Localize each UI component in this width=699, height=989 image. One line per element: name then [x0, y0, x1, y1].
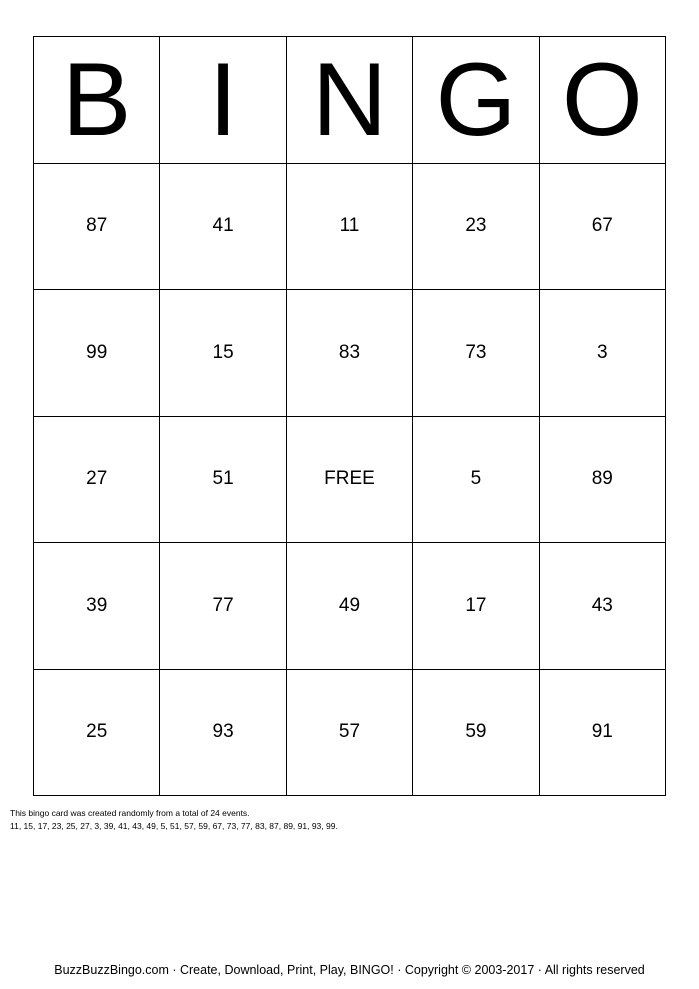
- card-cell: 41: [160, 164, 286, 291]
- card-cell: 51: [160, 417, 286, 544]
- free-space-cell: FREE: [287, 417, 413, 544]
- card-cell: 67: [540, 164, 666, 291]
- card-cell: 17: [413, 543, 539, 670]
- card-cell: 59: [413, 670, 539, 797]
- card-cell: 25: [34, 670, 160, 797]
- card-cell: 93: [160, 670, 286, 797]
- header-letter-b: B: [34, 37, 160, 164]
- card-info: [10, 807, 338, 833]
- card-cell: 89: [540, 417, 666, 544]
- card-cell: 99: [34, 290, 160, 417]
- card-cell: 11: [287, 164, 413, 291]
- footer-copyright: BuzzBuzzBingo.com · Create, Download, Print, Play, BINGO! · Copyright © 2003-2017 · All rights reserved: [54, 963, 645, 977]
- bingo-card: [33, 36, 666, 796]
- card-cell: 77: [160, 543, 286, 670]
- info-number-list: 11, 15, 17, 23, 25, 27, 3, 39, 41, 43, 49, 5, 51, 57, 59, 67, 73, 77, 83, 87, 89, 91, 93, 99.: [10, 821, 338, 831]
- header-letter-o: O: [540, 37, 666, 164]
- card-cell: 57: [287, 670, 413, 797]
- card-cell: 49: [287, 543, 413, 670]
- card-cell: 83: [287, 290, 413, 417]
- card-cell: 5: [413, 417, 539, 544]
- card-cell: 43: [540, 543, 666, 670]
- card-cell: 23: [413, 164, 539, 291]
- header-letter-n: N: [287, 37, 413, 164]
- card-cell: 27: [34, 417, 160, 544]
- card-cell: 73: [413, 290, 539, 417]
- header-letter-g: G: [413, 37, 539, 164]
- card-cell: 87: [34, 164, 160, 291]
- card-cell: 39: [34, 543, 160, 670]
- card-cell: 91: [540, 670, 666, 797]
- header-letter-i: I: [160, 37, 286, 164]
- card-cell: 3: [540, 290, 666, 417]
- info-description: This bingo card was created randomly from a total of 24 events.: [10, 808, 250, 818]
- card-cell: 15: [160, 290, 286, 417]
